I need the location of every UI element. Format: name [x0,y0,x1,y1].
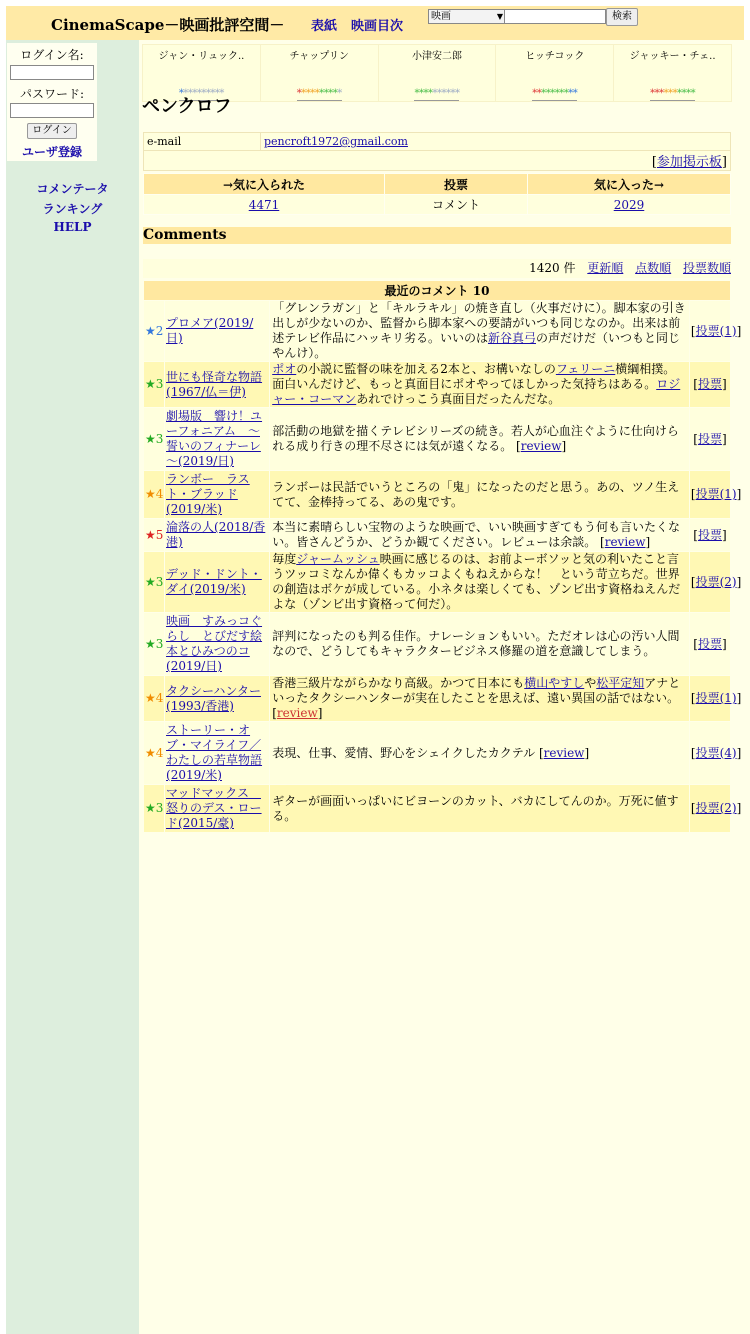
favorite-cell[interactable] [614,45,732,102]
comment-row [144,613,730,675]
comment-text: ギターが画面いっぱいにビヨーンのカット、バカにしてんのか。万死に値する。 [270,785,689,832]
movie-title-link[interactable]: マッドマックス 怒りのデス・ロード(2015/豪) [166,786,262,830]
person-link[interactable]: フェリーニ [555,362,616,376]
person-link[interactable]: ロジャー・コーマン [272,377,681,406]
comment-votes-cell: [投票(4) [690,722,730,784]
comment-movie-cell [165,301,269,361]
star-icon: * [545,88,551,99]
comment-votes-cell: [投票(1) [690,676,730,721]
vote-link[interactable]: 投票 [697,527,722,542]
movie-title-link[interactable]: 劇場版 響け！ユーフォニアム ～誓いのフィナーレ～(2019/日) [166,409,263,468]
star-icon: * [441,88,446,99]
nav-movie-index-link[interactable]: 映画目次 [351,19,404,34]
login-box [7,43,97,161]
comment-score: ★4 [144,722,164,784]
comment-row [144,408,730,470]
star-icon: * [454,88,460,99]
star-icon: * [427,88,433,99]
star-icon: * [690,88,696,99]
sort-by-update-link[interactable]: 更新順 [587,261,624,275]
star-icon: * [681,88,687,99]
recent-comments-table [143,280,737,833]
comment-votes-cell: [投票] [690,519,730,551]
page-title: ペンクロフ [142,96,232,117]
recent-comments-title: 最近のコメント 10 [144,281,730,300]
sidebar [6,40,139,1334]
vote-link[interactable]: 投票(2) [695,801,737,815]
comment-row [144,722,730,784]
comment-movie-cell [165,613,269,675]
favorite-rating-stars [650,88,695,101]
ranking-link[interactable]: ランキング [42,202,103,216]
comment-movie-cell [165,676,269,721]
search-category-value: 映画 [431,11,451,22]
email-label: e-mail [144,133,261,151]
comment-votes-cell: [投票] [690,362,730,407]
comments-section-title: Comments [143,227,731,244]
nav-cover-link[interactable]: 表紙 [311,19,338,34]
favorite-name: 小津安二郎 [411,51,462,62]
login-name-label: ログイン名: [20,48,84,62]
star-icon: * [310,88,315,99]
search-input[interactable] [504,9,606,24]
star-icon: * [187,88,193,99]
favorite-rating-stars [532,88,577,101]
favorites-count-link[interactable]: 2029 [613,197,645,212]
comment-movie-cell [165,552,269,612]
comment-text: ポオの小説に監督の味を加える2本と、お構いなしのフェリーニ横綱相撲。面白いんだけど、もっと真面目にポオやってほしかった気持ちはある。ロジャー・コーマンあれでけっこう真面目だったんだな。 [270,362,689,407]
star-icon: * [436,88,442,99]
comment-text: 香港三級片ながらかなり高級。かつて日本にも横山やすしや松平定知アナといったタクシーハンターが実在したことを思えば、遠い異国の話ではない。 [review] [270,676,689,721]
favorite-rating-stars [414,88,459,101]
movie-title-link[interactable]: 世にも怪奇な物語(1967/仏＝伊) [166,369,263,399]
comment-votes-cell: [投票(1) [690,301,730,361]
comment-count: 1420 件 [529,261,576,275]
star-icon: * [550,88,555,99]
favorited-by-count-link[interactable]: 4471 [248,197,280,212]
comment-score: ★3 [144,408,164,470]
person-link[interactable]: 松平定知 [596,676,645,690]
vote-link[interactable]: 投票 [697,377,722,391]
forum-cell: [参加掲示板] [144,151,731,171]
movie-title-link[interactable]: 映画 すみっコぐらし とびだす絵本とひみつのコ(2019/日) [166,614,263,673]
movie-title-link[interactable]: タクシーハンター(1993/香港) [166,683,261,713]
review-link[interactable]: review [276,706,318,720]
star-icon: * [178,88,184,99]
favorite-name: ジャッキー・チェ.. [629,51,716,62]
movie-title-link[interactable]: プロメア(2019/日) [166,316,254,345]
person-link[interactable]: ポオ [272,362,297,376]
search-button[interactable]: 検索 [606,8,638,26]
person-link[interactable]: 横山やすし [524,676,585,690]
comment-text: 本当に素晴らしい宝物のような映画で、いい映画すぎてもう何も言いたくない。皆さんどうか、どうか観てください。レビューは余談。 [review] [270,519,689,551]
comments-count-bar [143,259,731,278]
comment-votes-cell: [投票] [690,613,730,675]
password-input[interactable] [10,103,94,118]
star-icon: * [563,88,569,99]
review-link[interactable]: review [520,439,562,453]
comment-row [144,519,730,551]
help-link[interactable]: HELP [53,220,92,234]
comment-text: 評判になったのも判る佳作。ナレーションもいい。ただオレは心の汚い人間なので、どうしてもキャラクタービジネス修羅の道を意識してしまう。 [270,613,689,675]
star-icon: * [536,88,542,99]
star-icon: * [532,88,537,99]
comment-score: ★5 [144,519,164,551]
star-icon: * [554,88,560,99]
star-icon: * [219,88,224,99]
login-button[interactable]: ログイン [27,123,77,139]
comment-movie-cell [165,362,269,407]
login-name-input[interactable] [10,65,94,80]
vote-link[interactable]: 投票(4) [695,745,737,760]
star-icon: * [214,88,220,99]
votes-value: コメント [385,195,528,215]
favorites-header: 気に入った→ [528,174,731,195]
star-icon: * [572,88,578,99]
favorite-name: チャップリン [289,51,349,62]
register-link[interactable]: ユーザ登録 [21,145,82,159]
star-icon: * [196,88,202,99]
vote-link[interactable]: 投票 [697,431,722,446]
star-icon: * [296,88,302,99]
commentators-link[interactable]: コメンテータ [36,182,109,196]
comment-text: 毎度ジャームッシュ映画に感じるのは、お前よーボソッと気の利いたこと言うツッコミなんか偉くもカッコよくもねえからな！ という苛立ちだ。世界の創造はボケが成している。小ネタは楽しくても、ゾンビ出す資格ねえんだよな（ゾンビ出す資格って何だ）。 [270,552,689,612]
favorite-cell[interactable] [260,45,378,102]
star-icon: * [423,88,428,99]
favorited-by-header: →気に入られた [144,174,385,195]
review-link[interactable]: review [543,745,585,760]
comment-votes-cell: [投票(1) [690,471,730,518]
movie-title-link[interactable]: ストーリー・オブ・マイライフ／わたしの若草物語(2019/米) [166,723,263,782]
comment-text: 部活動の地獄を描くテレビシリーズの続き。若人が心血注ぐように仕向けられる成り行きの理不尽さには気が遠くなる。 [review] [270,408,689,470]
site-title[interactable]: CinemaScape－映画批評空間－ [51,16,285,34]
comment-row [144,785,730,832]
password-label: パスワード: [19,87,85,101]
favorite-name: ヒッチコック [525,51,585,62]
star-icon: * [432,88,437,99]
comment-row [144,552,730,612]
favorite-rating-stars [297,88,342,101]
star-icon: * [323,88,329,99]
star-icon: * [541,88,546,99]
star-icon: * [314,88,320,99]
star-icon: * [663,88,669,99]
star-icon: * [418,88,424,99]
user-info-table [143,132,731,171]
comment-score: ★3 [144,552,164,612]
comment-score: ★2 [144,301,164,361]
favorite-cell[interactable] [496,45,614,102]
comment-votes-cell: [投票] [690,408,730,470]
comment-score: ★3 [144,785,164,832]
email-link[interactable]: pencroft1972@gmail.com [264,135,408,148]
comment-row [144,301,730,361]
vote-link[interactable]: 投票 [697,636,722,651]
forum-link[interactable]: 参加掲示板 [656,155,722,170]
comment-text: 表現、仕事、愛情、野心をシェイクしたカクテル [review] [270,722,689,784]
star-icon: * [677,88,682,99]
review-link[interactable]: review [604,535,646,549]
comment-movie-cell [165,722,269,784]
comment-score: ★3 [144,362,164,407]
sort-by-votes-link[interactable]: 投票数順 [682,261,731,275]
person-link[interactable]: ジャームッシュ [296,552,380,566]
person-link[interactable]: 新谷真弓 [487,331,536,345]
favorite-name: ジャン・リュック.. [158,51,245,62]
vote-link[interactable]: 投票(2) [695,574,737,589]
comment-row [144,676,730,721]
comment-text: 「グレンラガン」と「キルラキル」の焼き直し（火事だけに）。脚本家の引き出しが少ないのか、監督から脚本家への要請がいつも同じなのか。出来は前述テレビ作品にハッキリ劣る。いいのは新谷真弓の声だけだ（いつもと同じやんけ）。 [270,301,689,361]
chevron-down-icon: ▼ [496,12,503,21]
comment-score: ★4 [144,676,164,721]
comment-votes-cell: [投票(2) [690,785,730,832]
star-icon: * [686,88,691,99]
star-icon: * [305,88,311,99]
movie-title-link[interactable]: ランボー ラスト・ブラッド(2019/米) [166,472,250,516]
comment-row [144,362,730,407]
star-icon: * [332,88,338,99]
votes-header: 投票 [385,174,528,195]
comment-row [144,471,730,518]
movie-title-link[interactable]: デッド・ドント・ダイ(2019/米) [166,567,262,596]
favorite-cell[interactable] [378,45,496,102]
star-icon: * [559,88,564,99]
search-category-select[interactable] [428,9,506,24]
star-icon: * [450,88,455,99]
vote-link[interactable]: 投票(1) [695,487,737,501]
comment-score: ★4 [144,471,164,518]
comment-movie-cell [165,408,269,470]
star-icon: * [568,88,573,99]
star-icon: * [414,88,419,99]
stats-table [143,173,731,215]
star-icon: * [445,88,451,99]
movie-title-link[interactable]: 淪落の人(2018/香港) [166,520,266,549]
star-icon: * [319,88,324,99]
star-icon: * [183,88,188,99]
star-icon: * [654,88,660,99]
comment-score: ★3 [144,613,164,675]
star-icon: * [328,88,333,99]
comment-movie-cell [165,471,269,518]
comment-movie-cell [165,519,269,551]
star-icon: * [668,88,673,99]
star-icon: * [650,88,655,99]
star-icon: * [192,88,197,99]
star-icon: * [301,88,306,99]
star-icon: * [201,88,206,99]
star-icon: * [659,88,664,99]
star-icon: * [337,88,342,99]
comment-votes-cell: [投票(2) [690,552,730,612]
vote-link[interactable]: 投票(1) [695,691,737,705]
comment-movie-cell [165,785,269,832]
star-icon: * [205,88,211,99]
comment-text: ランボーは民話でいうところの「鬼」になったのだと思う。あの、ツノ生えてて、金棒持ってる、あの鬼です。 [270,471,689,518]
star-icon: * [672,88,678,99]
vote-link[interactable]: 投票(1) [695,323,737,338]
sort-by-score-link[interactable]: 点数順 [635,261,672,275]
star-icon: * [210,88,215,99]
